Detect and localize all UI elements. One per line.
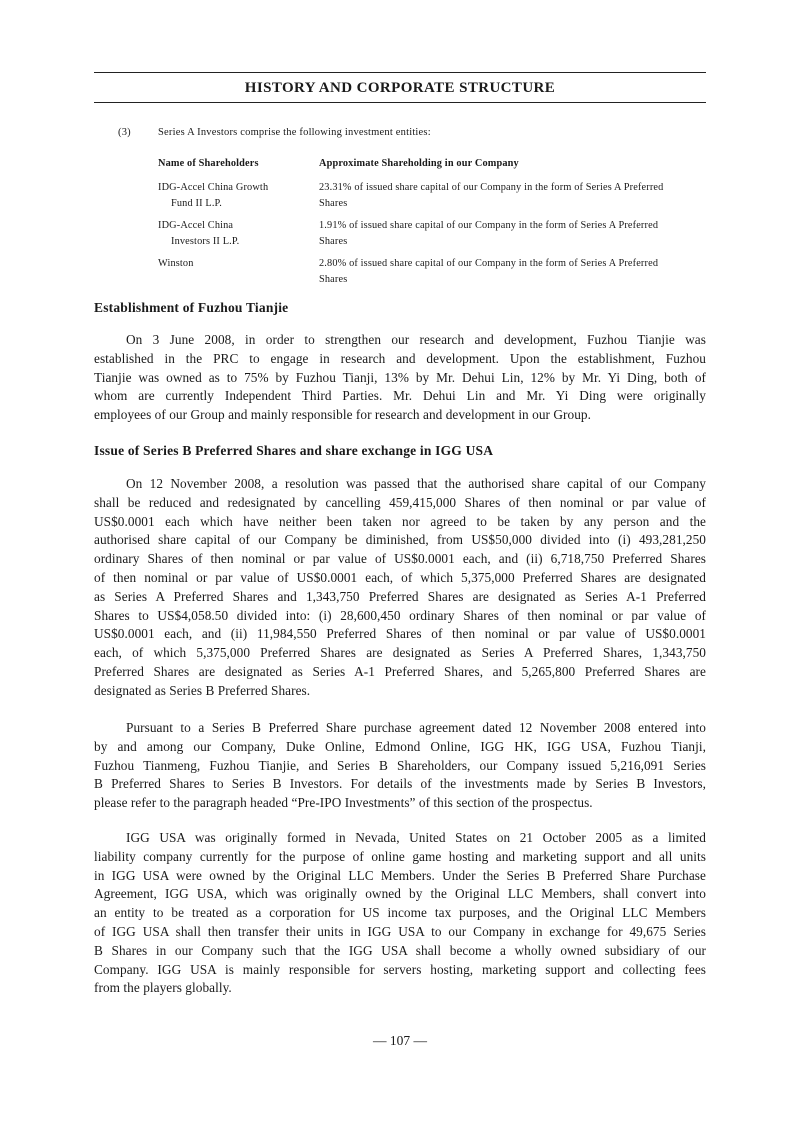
text-line: Agreement, IGG USA, which was originally owned by the Original LLC Members, shall convert into (94, 886, 706, 902)
text-line: authorised share capital of our Company be diminished, from US$50,000 divided into (i) 493,281,250 (94, 532, 706, 548)
shareholder-name (158, 256, 319, 288)
holding-line: 1.91% of issued share capital of our Company in the form of Series A Preferred (319, 220, 659, 231)
holding-line: Shares (319, 236, 348, 247)
shareholding (319, 180, 710, 212)
table-row (158, 218, 710, 250)
text-line: shall be reduced and redesignated by cancelling 459,415,000 Shares of then nominal or par value of (94, 494, 706, 510)
text-line: an entity to be treated as a corporation for US income tax purposes, and the Original LLC Members (94, 905, 706, 921)
text-line: each, of which 5,375,000 Preferred Shares are designated as Series A Preferred Shares, 1,343,750 (94, 645, 706, 661)
shareholding (319, 256, 710, 288)
table-row (158, 180, 710, 212)
text-line: B Preferred Shares to Series B Investors. For details of the investments made by Series B Investors, (94, 776, 706, 792)
text-line: from the players globally. (94, 980, 232, 996)
name-line: IDG-Accel China Growth (158, 182, 269, 193)
shareholding (319, 218, 710, 250)
text-line: employees of our Group and mainly responsible for research and development in our Group. (94, 407, 591, 423)
header-bottom-rule (94, 102, 706, 103)
text-line: Pursuant to a Series B Preferred Share purchase agreement dated 12 November 2008 entered into (126, 720, 706, 735)
table-row (158, 256, 710, 288)
page-title: HISTORY AND CORPORATE STRUCTURE (244, 80, 556, 96)
column-header-name: Name of Shareholders (158, 158, 259, 169)
holding-line: Shares (319, 274, 348, 285)
text-line: in IGG USA were owned by the Original LLC Members. Under the Series B Preferred Share Purchase (94, 867, 706, 883)
holding-line: 23.31% of issued share capital of our Company in the form of Series A Preferred (319, 182, 664, 193)
text-line: of then nominal or par value of US$0.0001 each, of which 5,375,000 Preferred Shares are designated (94, 569, 706, 585)
paragraph-igg-usa (94, 829, 706, 998)
text-line: of IGG USA shall then transfer their units in IGG USA to our Company in exchange for 49,675 Series (94, 923, 706, 939)
text-line: ordinary Shares of then nominal or par value of US$0.0001 each, and (ii) 6,718,750 Preferred Shares (94, 551, 706, 567)
section-heading-series-b: Issue of Series B Preferred Shares and share exchange in IGG USA (94, 443, 494, 458)
text-line: On 3 June 2008, in order to strengthen our research and development, Fuzhou Tianjie was (126, 332, 706, 347)
text-line: designated as Series B Preferred Shares. (94, 682, 311, 698)
text-line: Preferred Shares are designated as Series A-1 Preferred Shares, and 5,265,800 Preferred Shares are (94, 663, 706, 679)
footnote (118, 127, 431, 138)
footnote-number: (3) (118, 127, 131, 138)
text-line: whom are currently Independent Third Parties. Mr. Dehui Lin and Mr. Yi Ding were originally (94, 388, 706, 404)
name-line: Winston (158, 258, 194, 269)
shareholder-name (158, 180, 319, 212)
text-line: IGG USA was originally formed in Nevada, United States on 21 October 2005 as a limited (126, 830, 706, 845)
section-heading-fuzhou-tianjie: Establishment of Fuzhou Tianjie (94, 300, 289, 315)
text-line: established in the PRC to engage in research and development. Upon the establishment, Fuzhou (94, 350, 706, 366)
column-header-holding: Approximate Shareholding in our Company (319, 158, 519, 169)
text-line: US$0.0001 each which have neither been taken nor agreed to be taken by any person and the (94, 513, 706, 529)
text-line: Company. IGG USA is mainly responsible for servers hosting, marketing support and collecting fees (94, 961, 706, 977)
name-line: Fund II L.P. (171, 198, 223, 209)
text-line: Tianjie was owned as to 75% by Fuzhou Tianji, 13% by Mr. Dehui Lin, 12% by Mr. Yi Ding, both of (94, 369, 706, 385)
text-line: On 12 November 2008, a resolution was passed that the authorised share capital of our Company (126, 476, 706, 491)
table-header (158, 158, 710, 180)
name-line: IDG-Accel China (158, 220, 234, 231)
page-number: — 107 — (373, 1033, 427, 1048)
shareholder-name (158, 218, 319, 250)
paragraph-resolution (94, 475, 706, 701)
name-line: Investors II L.P. (171, 236, 240, 247)
text-line: by and among our Company, Duke Online, Edmond Online, IGG HK, IGG USA, Fuzhou Tianji, (94, 738, 706, 754)
footnote-text: Series A Investors comprise the following investment entities: (158, 127, 431, 138)
text-line: as Series A Preferred Shares and 1,343,750 Preferred Shares are designated as Series A-1 Preferred (94, 588, 706, 604)
text-line: please refer to the paragraph headed “Pre-IPO Investments” of this section of the prospectus. (94, 795, 593, 811)
paragraph-purchase-agreement (94, 719, 706, 813)
text-line: US$0.0001 each, and (ii) 11,984,550 Preferred Shares of then nominal or par value of US$0.0001 (94, 626, 706, 642)
paragraph-establishment (94, 331, 706, 425)
header-top-rule (94, 72, 706, 73)
text-line: liability company currently for the purpose of online game hosting and marketing support and all units (94, 848, 706, 864)
shareholder-table (158, 158, 710, 294)
text-line: Fuzhou Tianmeng, Fuzhou Tianjie, and Series B Shareholders, our Company issued 5,216,091 Series (94, 757, 706, 773)
holding-line: Shares (319, 198, 348, 209)
holding-line: 2.80% of issued share capital of our Company in the form of Series A Preferred (319, 258, 659, 269)
text-line: B Shares in our Company such that the IGG USA shall become a wholly owned subsidiary of our (94, 942, 706, 958)
text-line: Shares to US$4,058.50 divided into: (i) 28,600,450 ordinary Shares of then nominal or par value of (94, 607, 706, 623)
